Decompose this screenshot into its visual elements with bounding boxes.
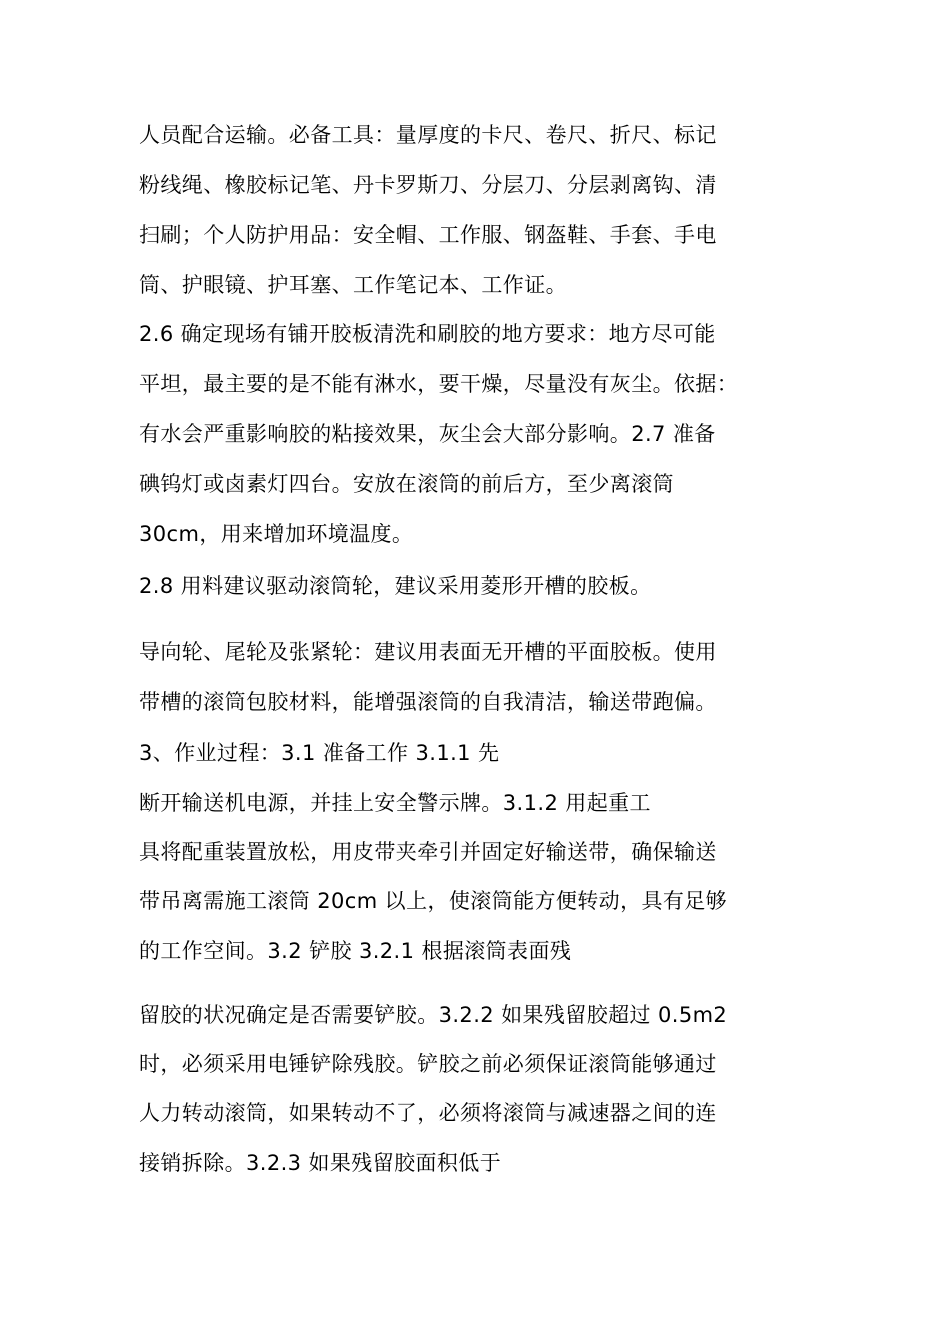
text-line: 2.8 用料建议驱动滚筒轮，建议采用菱形开槽的胶板。 — [139, 574, 652, 598]
text-line: 断开输送机电源，并挂上安全警示牌。3.1.2 用起重工 — [139, 791, 651, 815]
text-line: 留胶的状况确定是否需要铲胶。3.2.2 如果残留胶超过 0.5m2 — [139, 1003, 728, 1027]
text-line: 2.6 确定现场有铺开胶板清洗和刷胶的地方要求：地方尽可能 — [139, 322, 716, 346]
text-line: 扫刷；个人防护用品：安全帽、工作服、钢盔鞋、手套、手电 — [139, 223, 717, 247]
text-line: 筒、护眼镜、护耳塞、工作笔记本、工作证。 — [139, 273, 567, 297]
text-line: 粉线绳、橡胶标记笔、丹卡罗斯刀、分层刀、分层剥离钩、清 — [139, 173, 717, 197]
text-line: 时，必须采用电锤铲除残胶。铲胶之前必须保证滚筒能够通过 — [139, 1052, 717, 1076]
text-line: 碘钨灯或卤素灯四台。安放在滚筒的前后方，至少离滚筒 — [139, 472, 674, 496]
text-line: 的工作空间。3.2 铲胶 3.2.1 根据滚筒表面残 — [139, 939, 572, 963]
text-line: 接销拆除。3.2.3 如果残留胶面积低于 — [139, 1151, 502, 1175]
text-line: 人员配合运输。必备工具：量厚度的卡尺、卷尺、折尺、标记 — [139, 123, 717, 147]
text-line: 30cm，用来增加环境温度。 — [139, 522, 414, 546]
text-line: 3、作业过程：3.1 准备工作 3.1.1 先 — [139, 741, 500, 765]
text-line: 平坦，最主要的是不能有淋水，要干燥，尽量没有灰尘。依据： — [139, 372, 739, 396]
text-line: 有水会严重影响胶的粘接效果，灰尘会大部分影响。2.7 准备 — [139, 422, 716, 446]
text-line: 人力转动滚筒，如果转动不了，必须将滚筒与减速器之间的连 — [139, 1101, 717, 1125]
text-line: 带槽的滚筒包胶材料，能增强滚筒的自我清洁，输送带跑偏。 — [139, 690, 717, 714]
text-line: 带吊离需施工滚筒 20cm 以上，使滚筒能方便转动，具有足够 — [139, 889, 728, 913]
text-line: 具将配重装置放松，用皮带夹牵引并固定好输送带，确保输送 — [139, 840, 717, 864]
text-line: 导向轮、尾轮及张紧轮：建议用表面无开槽的平面胶板。使用 — [139, 640, 717, 664]
